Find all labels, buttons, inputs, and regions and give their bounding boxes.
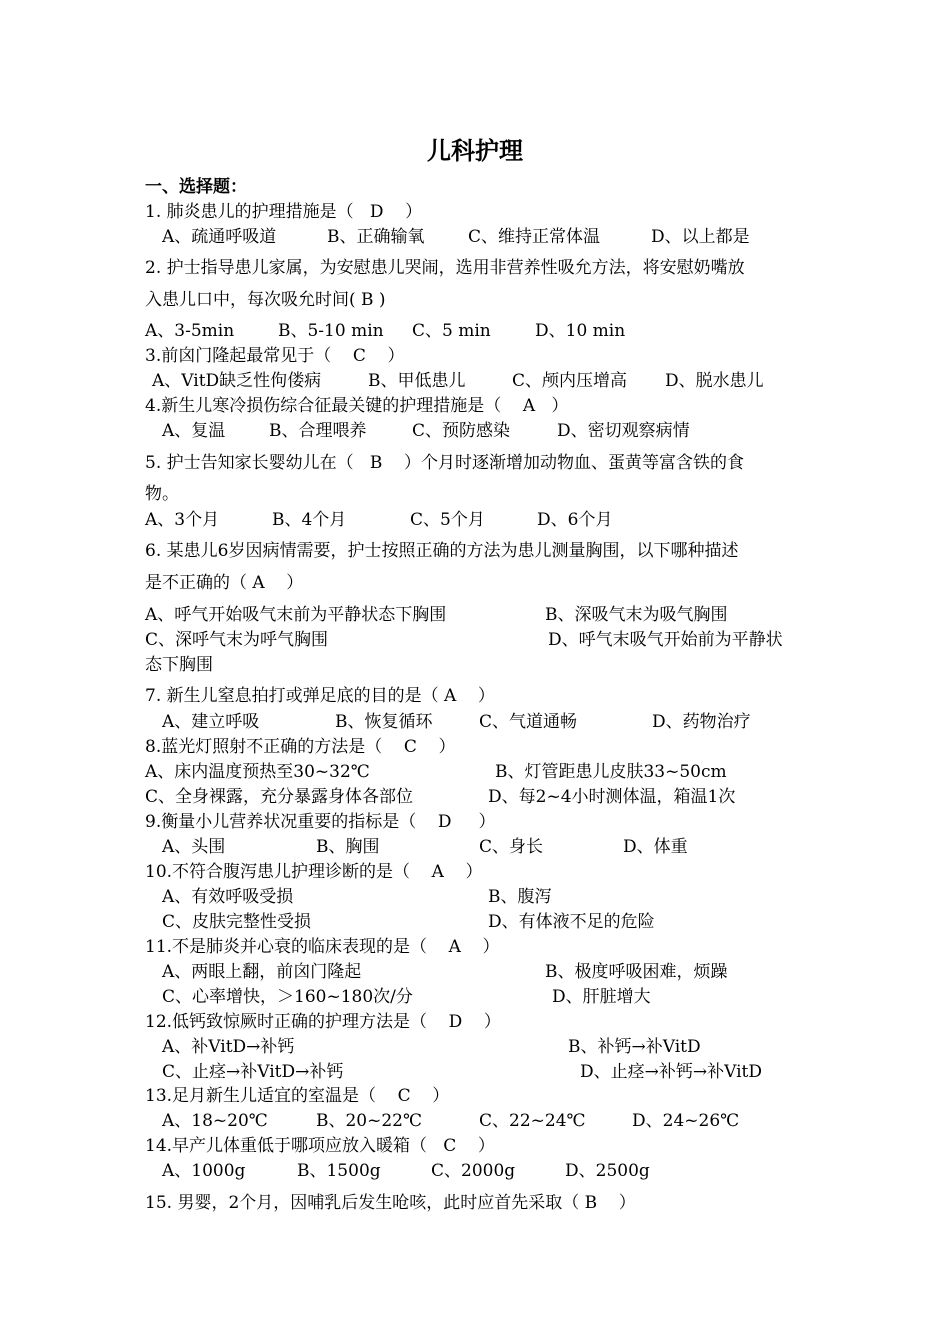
section-heading: 一、选择题： [145,177,247,197]
q11-option-d: D、肝脏增大 [552,987,651,1007]
q3-option-a: A、VitD缺乏性佝偻病 [152,371,322,391]
question-13: 13.足月新生儿适宜的室温是（ C ） [145,1086,450,1106]
question-1: 1. 肺炎患儿的护理措施是（ D ） [145,202,423,222]
q7-option-c: C、气道通畅 [479,712,578,732]
question-9: 9.衡量小儿营养状况重要的指标是（ D ） [145,812,496,832]
q6-option-b: B、深吸气末为吸气胸围 [545,605,728,625]
q3-option-b: B、甲低患儿 [368,371,466,391]
q2-option-a: A、3-5min [145,321,235,341]
q8-option-b: B、灯管距患儿皮肤33~50cm [495,762,727,782]
q2-option-b: B、5-10 min [278,321,384,341]
q6-option-c: C、深呼气末为呼气胸围 [145,630,329,650]
q11-option-c: C、心率增快，＞160~180次/分 [162,987,413,1007]
q14-option-d: D、2500g [565,1161,650,1181]
q5-option-a: A、3个月 [145,510,220,530]
question-6-line-2: 是不正确的（ A ） [145,573,304,593]
question-2-line-1: 2. 护士指导患儿家属，为安慰患儿哭闹，选用非营养性吸允方法，将安慰奶嘴放 [145,258,745,278]
q13-option-d: D、24~26℃ [632,1111,740,1131]
q9-option-d: D、体重 [623,837,688,857]
q2-option-c: C、5 min [412,321,491,341]
q9-option-c: C、身长 [479,837,544,857]
q12-option-c: C、止痉→补VitD→补钙 [162,1062,344,1082]
q12-option-a: A、补VitD→补钙 [162,1037,295,1057]
question-5-line-2: 物。 [145,484,179,504]
q8-option-a: A、床内温度预热至30~32℃ [145,762,370,782]
q14-option-a: A、1000g [162,1161,246,1181]
q4-option-d: D、密切观察病情 [557,421,690,441]
q12-option-d: D、止痉→补钙→补VitD [580,1062,762,1082]
q6-option-d-continued: 态下胸围 [145,655,213,675]
q1-option-b: B、正确输氧 [327,227,425,247]
question-3: 3.前囟门隆起最常见于（ C ） [145,346,405,366]
q1-option-c: C、维持正常体温 [468,227,601,247]
q9-option-b: B、胸围 [316,837,380,857]
q13-option-c: C、22~24℃ [479,1111,586,1131]
question-8: 8.蓝光灯照射不正确的方法是（ C ） [145,737,456,757]
q7-option-d: D、药物治疗 [652,712,751,732]
q12-option-b: B、补钙→补VitD [568,1037,701,1057]
q9-option-a: A、头围 [162,837,226,857]
q8-option-d: D、每2~4小时测体温，箱温1次 [488,787,736,807]
q8-option-c: C、全身裸露，充分暴露身体各部位 [145,787,414,807]
q5-option-c: C、5个月 [410,510,485,530]
q7-option-b: B、恢复循环 [335,712,433,732]
q6-option-a: A、呼气开始吸气末前为平静状态下胸围 [145,605,447,625]
q2-option-d: D、10 min [535,321,626,341]
question-4: 4.新生儿寒冷损伤综合征最关键的护理措施是（ A ） [145,396,569,416]
q10-option-a: A、有效呼吸受损 [162,887,294,907]
q10-option-b: B、腹泻 [488,887,552,907]
question-12: 12.低钙致惊厥时正确的护理方法是（ D ） [145,1012,501,1032]
q4-option-c: C、预防感染 [412,421,511,441]
q7-option-a: A、建立呼吸 [162,712,260,732]
q6-option-d: D、呼气末吸气开始前为平静状 [548,630,783,650]
q10-option-d: D、有体液不足的危险 [488,912,655,932]
q4-option-b: B、合理喂养 [269,421,367,441]
question-7: 7. 新生儿窒息拍打或弹足底的目的是（ A ） [145,686,495,706]
q3-option-c: C、颅内压增高 [512,371,628,391]
q11-option-a: A、两眼上翻，前囟门隆起 [162,962,362,982]
question-10: 10.不符合腹泻患儿护理诊断的是（ A ） [145,862,483,882]
q13-option-a: A、18~20℃ [162,1111,268,1131]
q4-option-a: A、复温 [162,421,226,441]
q3-option-d: D、脱水患儿 [665,371,764,391]
q14-option-c: C、2000g [431,1161,516,1181]
q13-option-b: B、20~22℃ [316,1111,423,1131]
question-5-line-1: 5. 护士告知家长婴幼儿在（ B ）个月时逐渐增加动物血、蛋黄等富含铁的食 [145,453,744,473]
q5-option-b: B、4个月 [272,510,347,530]
q5-option-d: D、6个月 [537,510,613,530]
question-11: 11.不是肺炎并心衰的临床表现的是（ A ） [145,937,500,957]
question-2-line-2: 入患儿口中，每次吸允时间( B ) [145,290,386,310]
page-title: 儿科护理 [427,137,523,165]
q11-option-b: B、极度呼吸困难，烦躁 [545,962,728,982]
q1-option-d: D、以上都是 [651,227,750,247]
q1-option-a: A、疏通呼吸道 [162,227,277,247]
question-14: 14.早产儿体重低于哪项应放入暖箱（ C ） [145,1136,495,1156]
question-6-line-1: 6. 某患儿6岁因病情需要，护士按照正确的方法为患儿测量胸围，以下哪种描述 [145,541,739,561]
q10-option-c: C、皮肤完整性受损 [162,912,312,932]
question-15: 15. 男婴，2个月，因哺乳后发生呛咳，此时应首先采取（ B ） [145,1193,636,1213]
q14-option-b: B、1500g [297,1161,381,1181]
